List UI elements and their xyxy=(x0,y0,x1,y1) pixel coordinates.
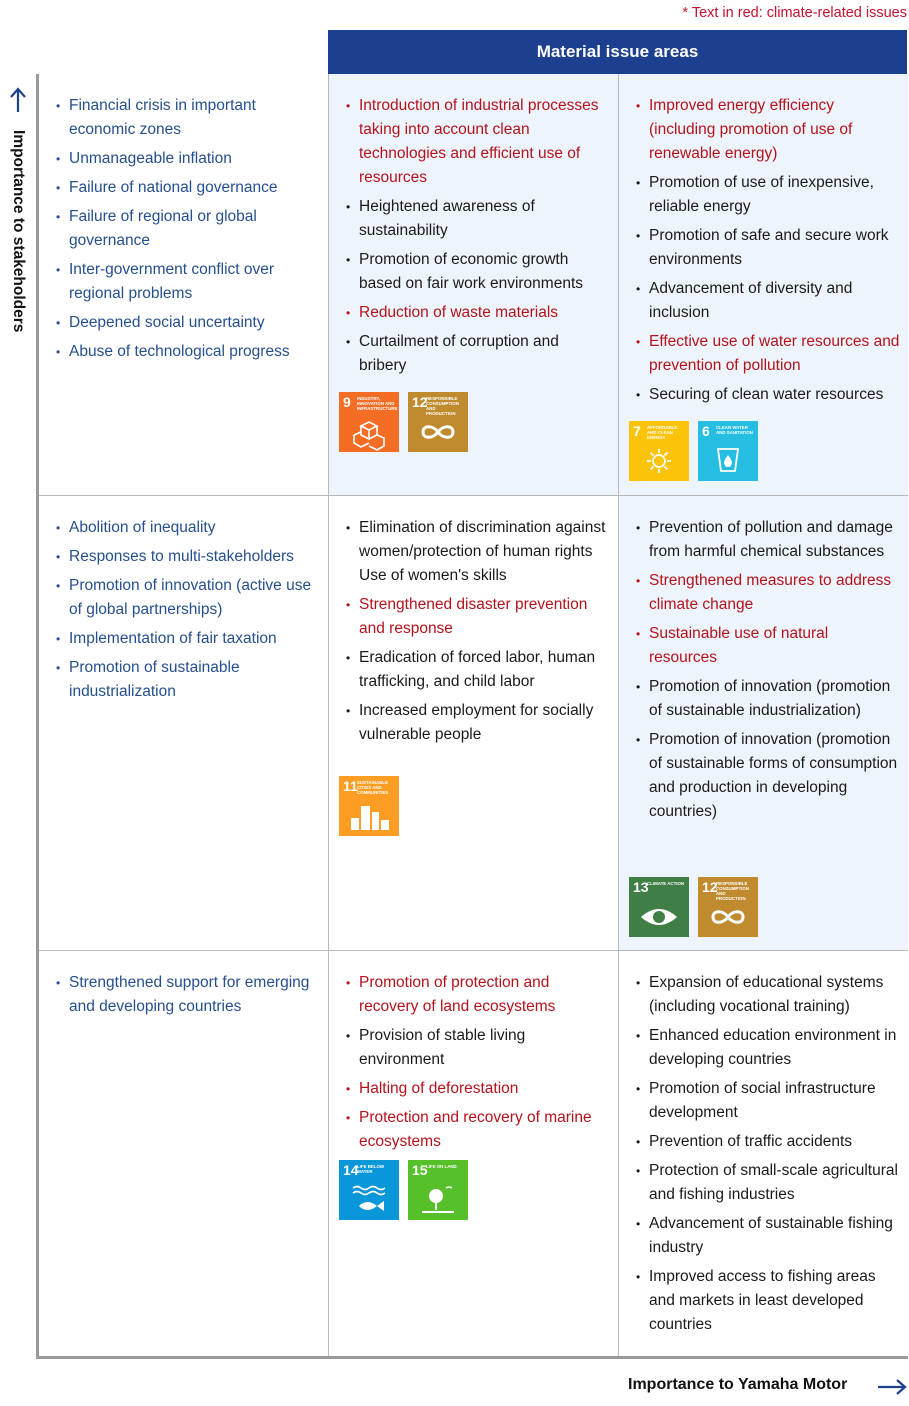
cell-r2-left xyxy=(39,950,328,1357)
issue-item: • Unmanageable inflation xyxy=(69,147,320,171)
x-axis-line xyxy=(36,1356,908,1359)
climate-issue-item: • Sustainable use of natural resources xyxy=(649,622,900,670)
issue-list xyxy=(619,951,908,1337)
issue-item: • Implementation of fair taxation xyxy=(69,627,320,651)
issue-item: • Failure of regional or global governance xyxy=(69,205,320,253)
issue-item: • Promotion of innovation (active use of global partnerships) xyxy=(69,574,320,622)
y-axis-label: Importance to stakeholders xyxy=(10,130,27,333)
issue-list xyxy=(619,74,908,407)
sdg-icons xyxy=(629,877,758,937)
issue-item: • Advancement of sustainable fishing industry xyxy=(649,1212,900,1260)
sdg-icons xyxy=(629,421,758,481)
sdg-caption: RESPONSIBLE CONSUMPTION AND PRODUCTION xyxy=(426,396,459,416)
sdg-number: 14 xyxy=(343,1162,359,1178)
issue-item: • Promotion of innovation (promotion of sustainable industrialization) xyxy=(649,675,900,723)
issue-item: • Promotion of use of inexpensive, reliable energy xyxy=(649,171,900,219)
issue-item: • Promotion of economic growth based on fair work environments xyxy=(359,248,610,296)
issue-item: • Failure of national governance xyxy=(69,176,320,200)
issue-item: • Provision of stable living environment xyxy=(359,1024,610,1072)
sdg-number: 7 xyxy=(633,423,641,439)
cell-r1-right xyxy=(618,495,908,950)
material-issue-areas-header: Material issue areas xyxy=(328,30,907,74)
sdg-number: 12 xyxy=(702,879,718,895)
issue-item: • Eradication of forced labor, human trafficking, and child labor xyxy=(359,646,610,694)
sdg-number: 11 xyxy=(343,778,358,794)
climate-issue-item: • Strengthened disaster prevention and response xyxy=(359,593,610,641)
sdg-caption: CLEAN WATER AND SANITATION xyxy=(716,425,753,435)
x-axis-label: Importance to Yamaha Motor xyxy=(628,1376,848,1393)
risk-list xyxy=(39,74,328,364)
cell-r1-mid xyxy=(328,495,618,950)
climate-issue-item: • Halting of deforestation xyxy=(359,1077,610,1101)
climate-issue-item: • Reduction of waste materials xyxy=(359,301,610,325)
cell-r1-left xyxy=(39,495,328,950)
sdg-number: 15 xyxy=(412,1162,428,1178)
issue-item: • Securing of clean water resources xyxy=(649,383,900,407)
issue-item: • Promotion of innovation (promotion of sustainable forms of consumption and production in developing countries) xyxy=(649,728,900,824)
issue-item: • Protection of small-scale agricultural and fishing industries xyxy=(649,1159,900,1207)
sdg-icons xyxy=(339,1160,468,1220)
issue-item: • Expansion of educational systems (including vocational training) xyxy=(649,971,900,1019)
sdg-caption: LIFE BELOW WATER xyxy=(357,1164,385,1174)
issue-item: • Advancement of diversity and inclusion xyxy=(649,277,900,325)
sdg-number: 13 xyxy=(633,879,649,895)
issue-item: • Responses to multi-stakeholders xyxy=(69,545,320,569)
sdg-12-icon xyxy=(408,392,468,452)
sdg-caption: LIFE ON LAND xyxy=(426,1164,457,1169)
issue-list xyxy=(329,74,618,378)
sdg-caption: AFFORDABLE AND CLEAN ENERGY xyxy=(647,425,678,440)
sdg-caption: INDUSTRY, INNOVATION AND INFRASTRUCTURE xyxy=(357,396,398,411)
sdg-9-icon xyxy=(339,392,399,452)
issue-item: • Financial crisis in important economic zones xyxy=(69,94,320,142)
issue-item: • Prevention of traffic accidents xyxy=(649,1130,900,1154)
cell-r2-mid xyxy=(328,950,618,1357)
issue-item: • Promotion of sustainable industrialization xyxy=(69,656,320,704)
climate-issue-item: • Improved energy efficiency (including promotion of use of renewable energy) xyxy=(649,94,900,166)
climate-issue-item: • Promotion of protection and recovery of land ecosystems xyxy=(359,971,610,1019)
risk-list xyxy=(39,951,328,1019)
issue-item: • Promotion of safe and secure work environments xyxy=(649,224,900,272)
issue-item: • Abuse of technological progress xyxy=(69,340,320,364)
sdg-15-icon xyxy=(408,1160,468,1220)
legend-note: * Text in red: climate-related issues xyxy=(682,5,907,21)
right-arrow-icon xyxy=(876,1377,908,1397)
issue-list xyxy=(329,951,618,1154)
cell-r0-left xyxy=(39,74,328,495)
issue-item: • Strengthened support for emerging and developing countries xyxy=(69,971,320,1019)
up-arrow-icon xyxy=(9,87,27,113)
sdg-11-icon xyxy=(339,776,399,836)
sdg-14-icon xyxy=(339,1160,399,1220)
sdg-number: 9 xyxy=(343,394,351,410)
y-axis-line xyxy=(36,74,39,1359)
sdg-7-icon xyxy=(629,421,689,481)
issue-item: • Increased employment for socially vulnerable people xyxy=(359,699,610,747)
sdg-caption: SUSTAINABLE CITIES AND COMMUNITIES xyxy=(357,780,389,795)
issue-item: • Enhanced education environment in developing countries xyxy=(649,1024,900,1072)
cell-r2-right xyxy=(618,950,908,1357)
sdg-caption: RESPONSIBLE CONSUMPTION AND PRODUCTION xyxy=(716,881,749,901)
sdg-12-icon xyxy=(698,877,758,937)
sdg-icons xyxy=(339,776,399,836)
sdg-6-icon xyxy=(698,421,758,481)
issue-item: • Promotion of social infrastructure development xyxy=(649,1077,900,1125)
sdg-number: 12 xyxy=(412,394,428,410)
risk-list xyxy=(39,496,328,704)
issue-list xyxy=(619,496,908,824)
issue-item: • Abolition of inequality xyxy=(69,516,320,540)
issue-item: • Curtailment of corruption and bribery xyxy=(359,330,610,378)
sdg-icons xyxy=(339,392,468,452)
sdg-caption: CLIMATE ACTION xyxy=(647,881,685,886)
issue-item: • Elimination of discrimination against women/protection of human rights Use of women's skills xyxy=(359,516,610,588)
cell-r0-mid xyxy=(328,74,618,495)
issue-item: • Inter-government conflict over regional problems xyxy=(69,258,320,306)
issue-item: • Deepened social uncertainty xyxy=(69,311,320,335)
climate-issue-item: • Effective use of water resources and prevention of pollution xyxy=(649,330,900,378)
climate-issue-item: • Strengthened measures to address climate change xyxy=(649,569,900,617)
climate-issue-item: • Introduction of industrial processes taking into account clean technologies and efficient use of resources xyxy=(359,94,610,190)
sdg-number: 6 xyxy=(702,423,710,439)
issue-item: • Improved access to fishing areas and markets in least developed countries xyxy=(649,1265,900,1337)
cell-r0-right xyxy=(618,74,908,495)
issue-item: • Prevention of pollution and damage from harmful chemical substances xyxy=(649,516,900,564)
climate-issue-item: • Protection and recovery of marine ecosystems xyxy=(359,1106,610,1154)
issue-item: • Heightened awareness of sustainability xyxy=(359,195,610,243)
sdg-13-icon xyxy=(629,877,689,937)
issue-list xyxy=(329,496,618,747)
